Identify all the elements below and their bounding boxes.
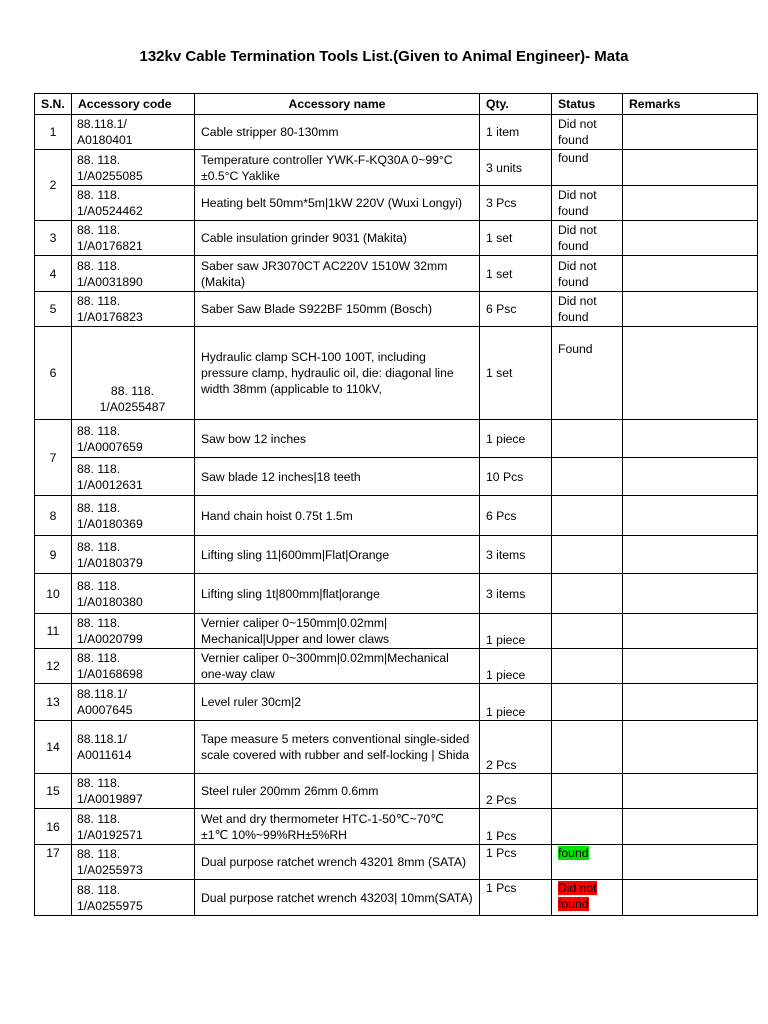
remarks-cell [623, 721, 758, 774]
table-row [35, 845, 758, 880]
tools-table [34, 93, 758, 916]
status-cell: Did not found [552, 115, 623, 150]
sn-cell: 6 [35, 327, 72, 420]
table-row [35, 496, 758, 536]
table-row [35, 649, 758, 684]
remarks-cell [623, 221, 758, 256]
qty-cell: 3 Pcs [480, 186, 552, 221]
code-cell [72, 420, 195, 458]
name-cell: Cable stripper 80-130mm [195, 115, 480, 150]
code-line: A0011614 [77, 748, 132, 762]
status-cell [552, 574, 623, 614]
code-line: 1/A0168698 [77, 667, 143, 681]
code-line: 88. 118. [77, 776, 121, 790]
code-line: 88. 118. [77, 811, 121, 826]
status-cell [552, 420, 623, 458]
name-cell: Hydraulic clamp SCH-100 100T, including pressure clamp, hydraulic oil, die: diagonal line width 38mm (applicable to 110kV, [195, 327, 480, 420]
table-row [35, 684, 758, 721]
remarks-cell [623, 880, 758, 916]
table-row [35, 327, 758, 420]
code-cell [72, 292, 195, 327]
table-row [35, 574, 758, 614]
code-cell [72, 574, 195, 614]
code-cell [72, 221, 195, 256]
qty-cell: 2 Pcs [480, 721, 552, 774]
code-line: 88. 118. [77, 188, 121, 202]
table-row [35, 186, 758, 221]
table-row [35, 150, 758, 186]
qty-cell: 3 items [480, 574, 552, 614]
table-row [35, 721, 758, 774]
code-line: 88. 118. [77, 461, 121, 476]
qty-cell: 1 Pcs [480, 845, 552, 880]
status-cell: Found [552, 327, 623, 420]
sn-cell: 16 [35, 809, 72, 845]
name-cell: Saw bow 12 inches [195, 420, 480, 458]
table-row [35, 420, 758, 458]
code-line: 1/A0255975 [77, 898, 143, 913]
qty-cell: 10 Pcs [480, 458, 552, 496]
status-cell [552, 721, 623, 774]
table-row [35, 536, 758, 574]
remarks-cell [623, 649, 758, 684]
remarks-cell [623, 809, 758, 845]
remarks-cell [623, 420, 758, 458]
code-cell [72, 774, 195, 809]
code-line: 1/A0192571 [77, 827, 143, 842]
remarks-cell [623, 292, 758, 327]
table-row [35, 458, 758, 496]
code-cell [72, 536, 195, 574]
status-cell: Did not found [552, 292, 623, 327]
qty-cell: 1 piece [480, 420, 552, 458]
qty-cell: 1 piece [480, 684, 552, 721]
table-row [35, 292, 758, 327]
code-line: 1/A0176821 [77, 239, 143, 253]
code-line: 88. 118. [77, 258, 121, 273]
code-cell [72, 256, 195, 292]
code-line: 1/A0524462 [77, 204, 143, 218]
code-line: 1/A0020799 [77, 632, 143, 646]
code-line: 1/A0176823 [77, 310, 143, 324]
code-cell [72, 649, 195, 684]
status-cell [552, 684, 623, 721]
sn-cell: 12 [35, 649, 72, 684]
code-line: 88. 118. [77, 616, 121, 630]
table-row [35, 809, 758, 845]
status-cell: Did not found [552, 256, 623, 292]
remarks-cell [623, 574, 758, 614]
code-line: 1/A0180369 [77, 516, 143, 531]
status-highlight-not-found: Did not found [558, 881, 597, 911]
code-cell [72, 845, 195, 880]
qty-cell: 6 Pcs [480, 496, 552, 536]
sn-cell: 10 [35, 574, 72, 614]
col-header-name: Accessory name [195, 94, 480, 115]
name-cell: Dual purpose ratchet wrench 43203| 10mm(SATA) [195, 880, 480, 916]
code-cell [72, 684, 195, 721]
remarks-cell [623, 774, 758, 809]
status-cell [552, 880, 623, 916]
status-cell [552, 614, 623, 649]
remarks-cell [623, 614, 758, 649]
qty-cell: 3 units [480, 150, 552, 186]
qty-cell: 1 set [480, 221, 552, 256]
document-title: 132kv Cable Termination Tools List.(Given to Animal Engineer)- Mata [139, 48, 629, 65]
name-cell: Steel ruler 200mm 26mm 0.6mm [195, 774, 480, 809]
col-header-code: Accessory code [72, 94, 195, 115]
status-cell: Did not found [552, 221, 623, 256]
code-line: 1/A0019897 [77, 792, 143, 806]
qty-cell: 1 Pcs [480, 809, 552, 845]
code-line: 1/A0180379 [77, 555, 143, 570]
col-header-sn: S.N. [35, 94, 72, 115]
code-line: 88.118.1/ [77, 117, 127, 131]
status-cell [552, 496, 623, 536]
status-cell [552, 458, 623, 496]
code-cell [72, 614, 195, 649]
code-line: A0007645 [77, 703, 133, 717]
code-line: 88. 118. [77, 223, 121, 237]
name-cell: Tape measure 5 meters conventional single-sided scale covered with rubber and self-locking | Shida [195, 721, 480, 774]
sn-cell: 8 [35, 496, 72, 536]
table-header-row [35, 94, 758, 115]
code-line: 1/A0012631 [77, 477, 143, 492]
code-cell [72, 496, 195, 536]
name-cell: Cable insulation grinder 9031 (Makita) [195, 221, 480, 256]
code-line: 88.118.1/ [77, 732, 127, 746]
qty-cell: 1 set [480, 327, 552, 420]
name-cell: Level ruler 30cm|2 [195, 684, 480, 721]
remarks-cell [623, 186, 758, 221]
code-line: 88. 118. [77, 500, 121, 515]
name-cell: Saber Saw Blade S922BF 150mm (Bosch) [195, 292, 480, 327]
remarks-cell [623, 327, 758, 420]
sn-cell: 3 [35, 221, 72, 256]
code-line: A0180401 [77, 133, 133, 147]
code-line: 1/A0180380 [77, 594, 143, 609]
qty-cell: 2 Pcs [480, 774, 552, 809]
code-cell [72, 809, 195, 845]
code-cell [72, 458, 195, 496]
table-row [35, 221, 758, 256]
code-line: 88. 118. [77, 152, 121, 167]
name-cell: Lifting sling 11|600mm|Flat|Orange [195, 536, 480, 574]
sn-cell: 13 [35, 684, 72, 721]
sn-cell: 5 [35, 292, 72, 327]
name-cell: Vernier caliper 0~300mm|0.02mm|Mechanical one-way claw [195, 649, 480, 684]
status-cell: found [552, 150, 623, 186]
remarks-cell [623, 115, 758, 150]
code-cell [72, 721, 195, 774]
table-row [35, 115, 758, 150]
name-cell: Heating belt 50mm*5m|1kW 220V (Wuxi Longyi) [195, 186, 480, 221]
code-line: 1/A0007659 [77, 439, 143, 454]
status-cell [552, 774, 623, 809]
table-row [35, 880, 758, 916]
code-line: 88. 118. [77, 882, 121, 897]
code-line: 1/A0255973 [77, 863, 143, 877]
code-line: 88. 118. [110, 384, 155, 398]
code-line: 1/A0255487 [99, 400, 166, 414]
remarks-cell [623, 150, 758, 186]
sn-cell: 2 [35, 150, 72, 221]
remarks-cell [623, 845, 758, 880]
sn-cell: 14 [35, 721, 72, 774]
code-line: 88. 118. [77, 539, 121, 554]
sn-cell: 15 [35, 774, 72, 809]
code-cell [72, 186, 195, 221]
table-row [35, 774, 758, 809]
status-highlight-found: found [558, 846, 589, 860]
sn-cell: 1 [35, 115, 72, 150]
name-cell: Lifting sling 1t|800mm|flat|orange [195, 574, 480, 614]
status-cell [552, 536, 623, 574]
code-cell [72, 115, 195, 150]
code-cell [72, 327, 195, 420]
qty-cell: 1 piece [480, 649, 552, 684]
qty-cell: 1 set [480, 256, 552, 292]
remarks-cell [623, 256, 758, 292]
name-cell: Hand chain hoist 0.75t 1.5m [195, 496, 480, 536]
name-cell: Vernier caliper 0~150mm|0.02mm| Mechanical|Upper and lower claws [195, 614, 480, 649]
name-cell: Dual purpose ratchet wrench 43201 8mm (SATA) [195, 845, 480, 880]
sn-cell: 7 [35, 420, 72, 496]
code-cell [72, 880, 195, 916]
status-cell [552, 809, 623, 845]
code-line: 88. 118. [77, 578, 121, 593]
status-cell [552, 649, 623, 684]
remarks-cell [623, 536, 758, 574]
table-row [35, 256, 758, 292]
sn-cell: 11 [35, 614, 72, 649]
remarks-cell [623, 684, 758, 721]
remarks-cell [623, 458, 758, 496]
name-cell: Saw blade 12 inches|18 teeth [195, 458, 480, 496]
code-line: 1/A0255085 [77, 168, 143, 183]
code-line: 88. 118. [77, 294, 121, 308]
code-cell [72, 150, 195, 186]
qty-cell: 1 Pcs [480, 880, 552, 916]
col-header-status: Status [552, 94, 623, 115]
sn-cell: 4 [35, 256, 72, 292]
sn-cell: 9 [35, 536, 72, 574]
code-line: 88. 118. [77, 847, 121, 861]
name-cell: Saber saw JR3070CT AC220V 1510W 32mm (Makita) [195, 256, 480, 292]
qty-cell: 1 piece [480, 614, 552, 649]
name-cell: Wet and dry thermometer HTC-1-50℃~70℃ ±1℃ 10%~99%RH±5%RH [195, 809, 480, 845]
code-line: 88. 118. [77, 651, 121, 665]
code-line: 1/A0031890 [77, 274, 143, 289]
status-cell [552, 845, 623, 880]
status-cell: Did not found [552, 186, 623, 221]
name-cell: Temperature controller YWK-F-KQ30A 0~99°C ±0.5°C Yaklike [195, 150, 480, 186]
table-row [35, 614, 758, 649]
qty-cell: 3 items [480, 536, 552, 574]
sn-cell: 17 [35, 845, 72, 916]
code-line: 88.118.1/ [77, 687, 127, 701]
col-header-remarks: Remarks [623, 94, 758, 115]
code-line: 88. 118. [77, 423, 121, 438]
remarks-cell [623, 496, 758, 536]
col-header-qty: Qty. [480, 94, 552, 115]
qty-cell: 1 item [480, 115, 552, 150]
qty-cell: 6 Psc [480, 292, 552, 327]
